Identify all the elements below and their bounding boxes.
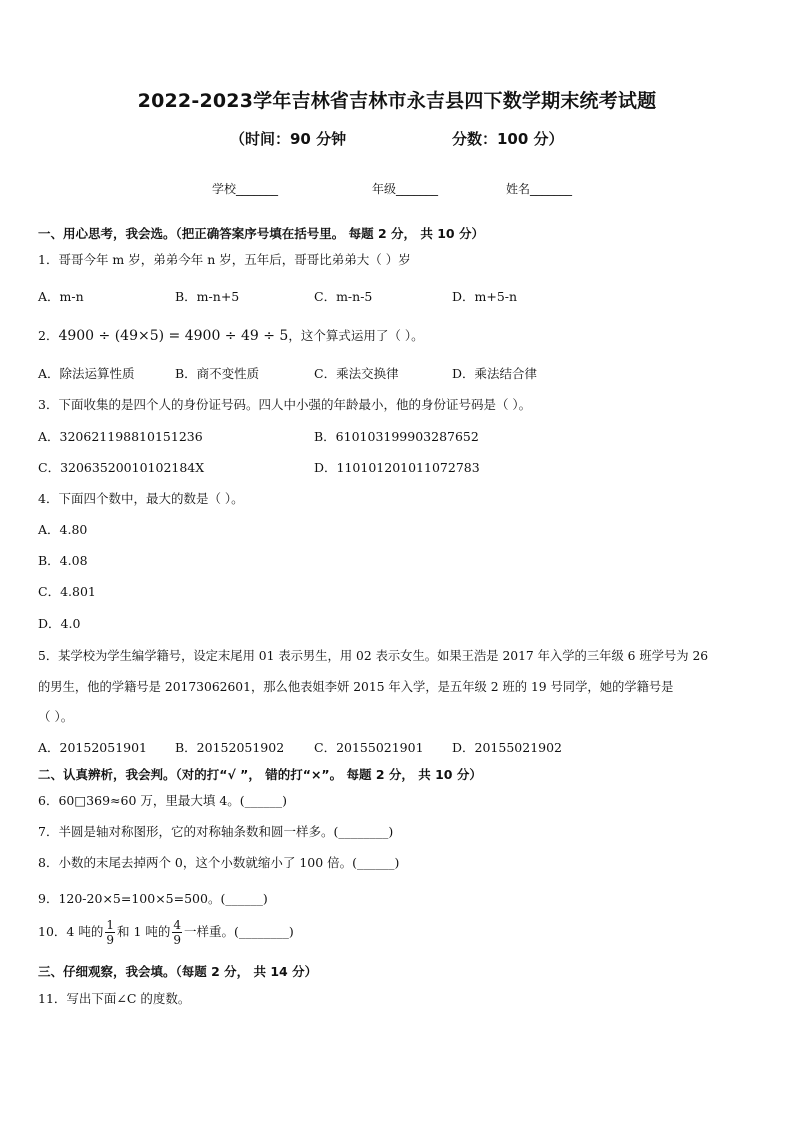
question-3-option-d: D．110101201011072783 <box>314 460 480 475</box>
school-field: 学校_______ <box>212 182 279 196</box>
section-2-title: 二、认真辨析，我会判。（对的打“√ ”， 错的打“×”。 每题 2 分， 共 10 分） <box>38 767 482 782</box>
fraction-1-numerator: 1 <box>106 918 114 932</box>
question-1-option-d: D．m+5-n <box>452 289 518 304</box>
question-2-suffix: ，这个算式运用了（ ）。 <box>288 328 424 343</box>
question-3-option-a: A．320621198810151236 <box>38 429 203 444</box>
question-10-part-1: 10．4 吨的 <box>38 924 104 939</box>
question-11: 11．写出下面∠C 的度数。 <box>38 991 191 1006</box>
name-field: 姓名_______ <box>506 182 573 196</box>
question-2-option-b: B．商不变性质 <box>175 366 260 381</box>
question-3: 3．下面收集的是四个人的身份证号码。四人中小强的年龄最小，他的身份证号码是（ ）。 <box>38 397 532 412</box>
question-5-option-c: C．20155021901 <box>314 740 424 755</box>
question-3-option-c: C．32063520010102184X <box>38 460 205 475</box>
question-1-option-b: B．m-n+5 <box>175 289 240 304</box>
question-4: 4．下面四个数中，最大的数是（ ）。 <box>38 491 244 506</box>
question-9: 9．120-20×5=100×5=500。(______) <box>38 891 268 906</box>
question-4-option-d: D．4.0 <box>38 616 81 631</box>
question-10-part-2: 和 1 吨的 <box>116 924 171 939</box>
question-5-option-d: D．20155021902 <box>452 740 563 755</box>
question-2 <box>38 326 424 344</box>
question-10 <box>38 918 294 947</box>
section-3-title: 三、仔细观察，我会填。（每题 2 分， 共 14 分） <box>38 964 318 979</box>
question-5-option-b: B．20152051902 <box>175 740 285 755</box>
question-1-option-a: A．m-n <box>38 289 84 304</box>
question-2-number: 2． <box>38 328 59 343</box>
fraction-2-denominator: 9 <box>173 933 182 947</box>
question-2-option-d: D．乘法结合律 <box>452 366 538 381</box>
question-5-line-2: 的男生，他的学籍号是 20173062601，那么他表姐李妍 2015 年入学，是五年级 2 班的 19 号同学，她的学籍号是 <box>38 680 674 694</box>
question-3-option-b: B．610103199903287652 <box>314 429 479 444</box>
section-1-title: 一、用心思考，我会选。（把正确答案序号填在括号里。 每题 2 分， 共 10 分） <box>38 226 484 241</box>
question-4-option-b: B．4.08 <box>38 553 88 568</box>
question-5-line-3: （ ）。 <box>38 709 74 724</box>
question-2-expression: 4900 ÷ (49×5) = 4900 ÷ 49 ÷ 5 <box>58 328 289 344</box>
exam-time: （时间：90 分钟 <box>230 130 347 148</box>
question-2-option-a: A．除法运算性质 <box>38 366 135 381</box>
question-4-option-a: A．4.80 <box>38 522 88 537</box>
question-2-option-c: C．乘法交换律 <box>314 366 399 381</box>
question-8: 8．小数的末尾去掉两个 0，这个小数就缩小了 100 倍。(______) <box>38 855 400 870</box>
fraction-1-denominator: 9 <box>106 933 114 947</box>
question-7: 7．半圆是轴对称图形，它的对称轴条数和圆一样多。(________) <box>38 824 394 839</box>
question-6: 6．60□369≈60 万，里最大填 4。(______) <box>38 793 288 808</box>
question-1: 1．哥哥今年 m 岁，弟弟今年 n 岁，五年后，哥哥比弟弟大（ ）岁 <box>38 252 411 267</box>
page-title: 2022-2023学年吉林省吉林市永吉县四下数学期末统考试题 <box>137 90 657 112</box>
question-1-option-c: C．m-n-5 <box>314 289 373 304</box>
question-5-line-1: 5．某学校为学生编学籍号，设定末尾用 01 表示男生，用 02 表示女生。如果王浩是 2017 年入学的三年级 6 班学号为 26 <box>38 649 709 663</box>
exam-score: 分数：100 分） <box>452 130 564 148</box>
grade-field: 年级_______ <box>372 182 439 196</box>
question-10-part-3: 一样重。(________) <box>184 924 294 939</box>
fraction-four-ninths <box>172 918 182 947</box>
question-5-option-a: A．20152051901 <box>38 740 148 755</box>
fraction-2-numerator: 4 <box>173 918 182 932</box>
fraction-one-ninth <box>105 918 115 947</box>
question-4-option-c: C．4.801 <box>38 584 96 599</box>
